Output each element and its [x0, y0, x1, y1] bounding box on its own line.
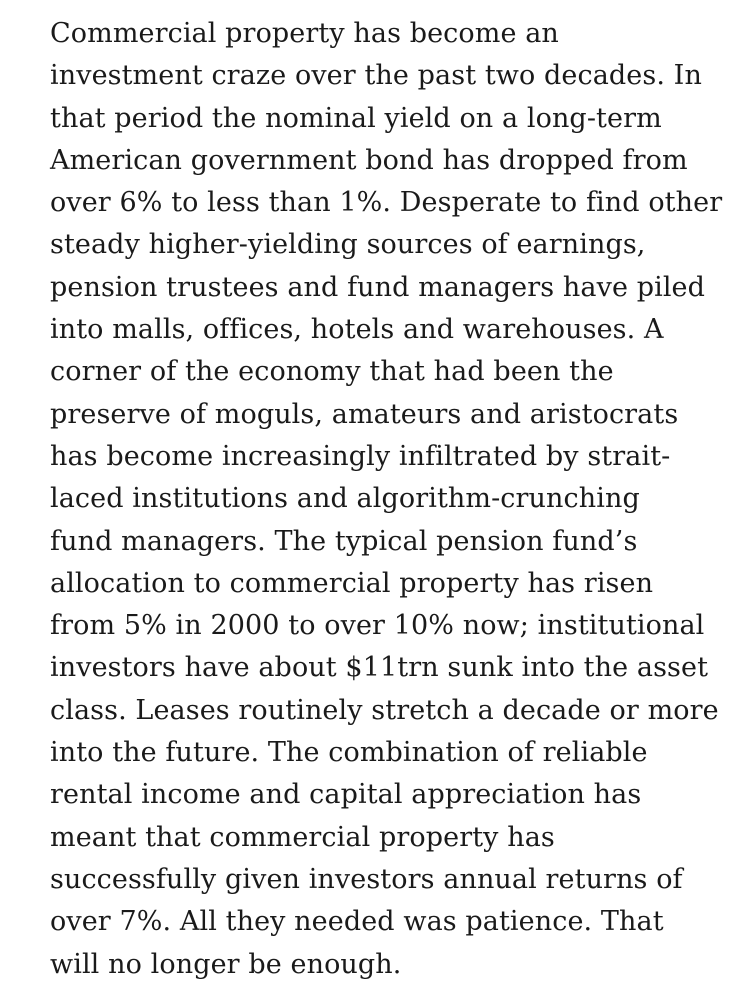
text-line: fund managers. The typical pension fund’s [50, 525, 638, 557]
text-line: over 6% to less than 1%. Desperate to find other [50, 187, 723, 219]
article-paragraph [50, 13, 740, 986]
text-line: rental income and capital appreciation has [50, 779, 642, 811]
text-line: that period the nominal yield on a long-term [50, 102, 662, 134]
text-line: into the future. The combination of reliable [50, 737, 648, 769]
text-line: from 5% in 2000 to over 10% now; institutional [50, 610, 705, 642]
text-line: class. Leases routinely stretch a decade or more [50, 694, 719, 726]
text-line: has become increasingly infiltrated by strait- [50, 440, 671, 472]
text-line: corner of the economy that had been the [50, 356, 614, 388]
text-line: steady higher-yielding sources of earnings, [50, 229, 646, 261]
text-line: allocation to commercial property has risen [50, 567, 654, 599]
text-line: American government bond has dropped from [50, 144, 688, 176]
text-line: investment craze over the past two decades. In [50, 60, 702, 92]
text-line: Commercial property has become an [50, 18, 559, 49]
text-line: successfully given investors annual returns of [50, 863, 683, 895]
text-line: over 7%. All they needed was patience. That [50, 906, 664, 938]
text-line: preserve of moguls, amateurs and aristocrats [50, 398, 679, 430]
text-line: into malls, offices, hotels and warehouses. A [50, 314, 664, 346]
text-line: meant that commercial property has [50, 821, 555, 853]
text-line: pension trustees and fund managers have piled [50, 271, 706, 303]
text-line: laced institutions and algorithm-crunching [50, 483, 640, 515]
text-line: investors have about $11trn sunk into the asset [50, 652, 709, 684]
text-line: will no longer be enough. [50, 948, 402, 980]
